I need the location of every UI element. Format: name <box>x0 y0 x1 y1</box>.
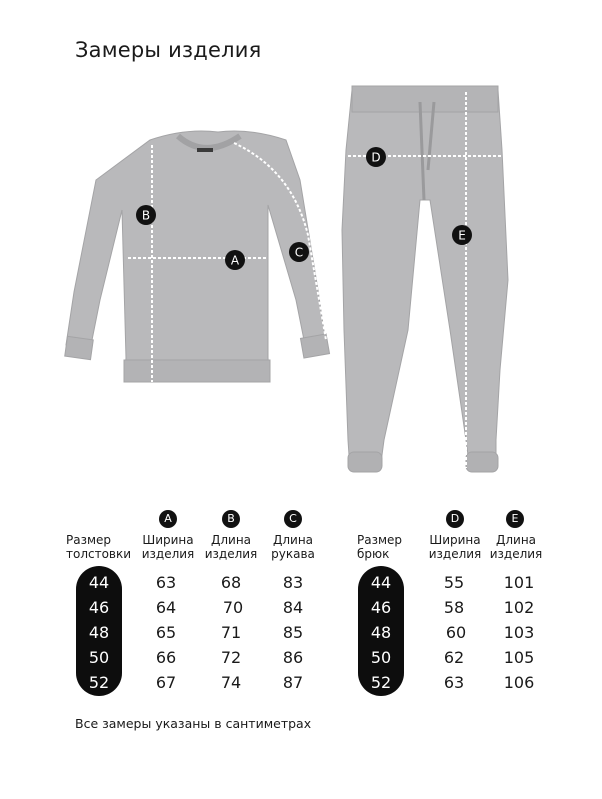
sweatshirt-size-header: Размер толстовки <box>66 533 132 561</box>
marker-c <box>289 242 309 262</box>
column-header-width: Ширина изделия <box>428 533 482 561</box>
table-cell: 102 <box>503 598 535 617</box>
table-cell: 67 <box>155 673 177 692</box>
column-header-length: Длина изделия <box>204 533 258 561</box>
table-cell: 103 <box>503 623 535 642</box>
column-badge-e: E <box>506 510 524 528</box>
table-cell: 63 <box>155 573 177 592</box>
table-cell: 62 <box>443 648 465 667</box>
marker-b <box>136 205 156 225</box>
table-cell: 101 <box>503 573 535 592</box>
size-value: 48 <box>88 623 110 642</box>
svg-text:A: A <box>230 253 240 268</box>
size-value: 52 <box>370 673 392 692</box>
table-cell: 60 <box>445 623 467 642</box>
column-header-length: Длина изделия <box>489 533 543 561</box>
table-cell: 84 <box>282 598 304 617</box>
table-cell: 68 <box>220 573 242 592</box>
table-cell: 105 <box>503 648 535 667</box>
size-value: 52 <box>88 673 110 692</box>
column-badge-c: C <box>284 510 302 528</box>
table-cell: 85 <box>282 623 304 642</box>
page-title: Замеры изделия <box>75 38 262 62</box>
column-header-width: Ширина изделия <box>141 533 195 561</box>
size-value: 48 <box>370 623 392 642</box>
table-cell: 87 <box>282 673 304 692</box>
table-cell: 55 <box>443 573 465 592</box>
sweatshirt-illustration <box>65 131 330 382</box>
size-value: 46 <box>370 598 392 617</box>
size-value: 50 <box>370 648 392 667</box>
size-value: 44 <box>370 573 392 592</box>
measurement-footnote: Все замеры указаны в сантиметрах <box>75 716 312 731</box>
marker-a <box>225 250 245 270</box>
marker-d <box>366 147 386 167</box>
column-badge-d: D <box>446 510 464 528</box>
svg-text:B: B <box>141 208 151 223</box>
table-cell: 71 <box>220 623 242 642</box>
size-value: 50 <box>88 648 110 667</box>
table-cell: 66 <box>155 648 177 667</box>
size-value: 44 <box>88 573 110 592</box>
table-cell: 64 <box>155 598 177 617</box>
svg-text:D: D <box>371 150 381 165</box>
svg-text:C: C <box>294 245 304 260</box>
table-cell: 74 <box>220 673 242 692</box>
table-cell: 70 <box>222 598 244 617</box>
column-badge-b: B <box>222 510 240 528</box>
column-badge-a: A <box>159 510 177 528</box>
pants-illustration <box>342 86 508 472</box>
table-cell: 83 <box>282 573 304 592</box>
table-cell: 86 <box>282 648 304 667</box>
pants-size-header: Размер брюк <box>357 533 403 561</box>
table-cell: 106 <box>503 673 535 692</box>
table-cell: 72 <box>220 648 242 667</box>
table-cell: 58 <box>443 598 465 617</box>
marker-e <box>452 225 472 245</box>
table-cell: 63 <box>443 673 465 692</box>
size-value: 46 <box>88 598 110 617</box>
table-cell: 65 <box>155 623 177 642</box>
svg-text:E: E <box>458 228 466 243</box>
column-header-sleeve: Длина рукава <box>271 533 315 561</box>
